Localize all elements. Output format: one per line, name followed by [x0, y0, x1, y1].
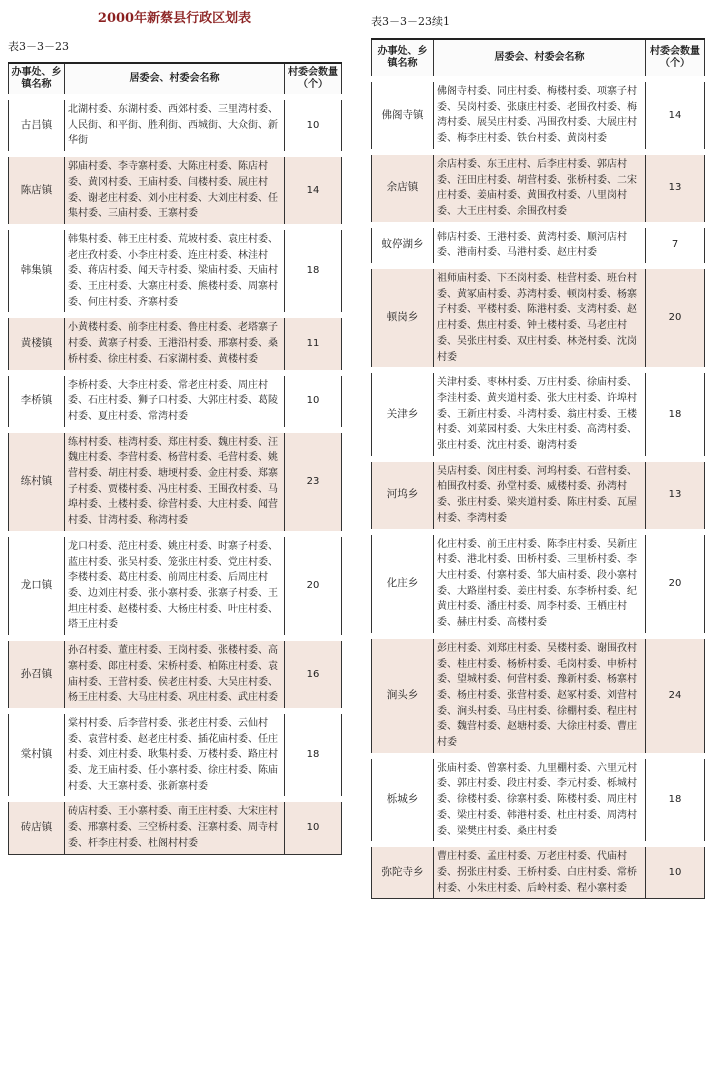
table-row [372, 225, 705, 266]
town-name-cell: 黄楼镇 [9, 315, 65, 372]
committee-count-cell: 14 [646, 79, 705, 152]
table-row [9, 711, 342, 800]
committee-count-cell: 20 [646, 266, 705, 370]
committee-count-cell: 20 [646, 532, 705, 636]
table-row [372, 79, 705, 152]
committee-names-cell: 祖师庙村委、下丕岗村委、桂营村委、班台村委、黄冢庙村委、苏湾村委、顿岗村委、杨寨子村委、平楼村委、陈港村委、支湾村委、赵庄村委、焦庄村委、钟土楼村委、马老庄村委、吴张庄村委、双庄村委、林尧村委、沈岗村委 [434, 266, 646, 370]
committee-names-cell: 佛阁寺村委、同庄村委、梅楼村委、项寨子村委、吴岗村委、张康庄村委、老围孜村委、梅湾村委、展吴庄村委、冯围孜村委、大展庄村委、梅李庄村委、铁台村委、黄岗村委 [434, 79, 646, 152]
table-body [372, 79, 705, 899]
committee-count-cell: 10 [646, 844, 705, 899]
town-name-cell: 棠村镇 [9, 711, 65, 800]
town-name-cell: 孙召镇 [9, 638, 65, 711]
town-name-cell: 河坞乡 [372, 459, 434, 532]
committee-count-cell: 10 [285, 799, 342, 854]
table-id: 表3－3－23 [8, 40, 69, 53]
district-table [8, 62, 342, 855]
town-name-cell: 涧头乡 [372, 636, 434, 756]
committee-names-cell: 韩集村委、韩王庄村委、荒坡村委、袁庄村委、老庄孜村委、小李庄村委、连庄村委、林洼村委、蒋店村委、闻天寺村委、梁庙村委、天庙村委、王庄村委、大寨庄村委、熊楼村委、周寨村委、何庄村委、齐寨村委 [65, 227, 285, 316]
committee-names-cell: 孙召村委、董庄村委、王岗村委、张楼村委、高寨村委、郎庄村委、宋桥村委、柏陈庄村委、袁庙村委、王营村委、侯老庄村委、大吴庄村委、杨王庄村委、大马庄村委、巩庄村委、武庄村委 [65, 638, 285, 711]
committee-count-cell: 10 [285, 373, 342, 430]
table-row [9, 315, 342, 372]
committee-names-cell: 韩店村委、王港村委、黄湾村委、顺河店村委、港南村委、马港村委、赵庄村委 [434, 225, 646, 266]
town-name-cell: 韩集镇 [9, 227, 65, 316]
table-row [372, 532, 705, 636]
town-name-cell: 李桥镇 [9, 373, 65, 430]
table-row [9, 430, 342, 534]
committee-names-cell: 龙口村委、范庄村委、姚庄村委、时寨子村委、蓝庄村委、张吴村委、笼张庄村委、党庄村委、李楼村委、葛庄村委、前周庄村委、后周庄村委、边刘庄村委、张小寨村委、张寨子村委、王坦庄村委、赵楼村委、大杨庄村委、叶庄村委、塔王庄村委 [65, 534, 285, 638]
table-row [372, 459, 705, 532]
town-name-cell: 余店镇 [372, 152, 434, 225]
table-row [372, 152, 705, 225]
table-row [9, 373, 342, 430]
committee-names-cell: 曹庄村委、孟庄村委、万老庄村委、代庙村委、拐张庄村委、王桥村委、白庄村委、常桥村委、小朱庄村委、后岭村委、程小寨村委 [434, 844, 646, 899]
table-row [372, 844, 705, 899]
committee-count-cell: 18 [285, 227, 342, 316]
header-town: 办事处、乡镇名称 [9, 63, 65, 97]
table-row [372, 266, 705, 370]
table-row [9, 227, 342, 316]
town-name-cell: 关津乡 [372, 370, 434, 459]
committee-names-cell: 关津村委、枣林村委、万庄村委、徐庙村委、李洼村委、黄夹道村委、张大庄村委、许埠村委、王新庄村委、斗湾村委、翁庄村委、王楼村委、刘菜园村委、大朱庄村委、高湾村委、张庄村委、沈庄村委、谢湾村委 [434, 370, 646, 459]
committee-count-cell: 7 [646, 225, 705, 266]
town-name-cell: 陈店镇 [9, 154, 65, 227]
header-town: 办事处、乡镇名称 [372, 39, 434, 79]
committee-count-cell: 14 [285, 154, 342, 227]
committee-names-cell: 余店村委、东王庄村、后李庄村委、郭店村委、汪田庄村委、胡营村委、张桥村委、二宋庄村委、姜庙村委、黄围孜村委、八里岗村委、大王庄村委、余围孜村委 [434, 152, 646, 225]
committee-count-cell: 23 [285, 430, 342, 534]
committee-count-cell: 18 [646, 370, 705, 459]
committee-count-cell: 13 [646, 152, 705, 225]
town-name-cell: 弥陀寺乡 [372, 844, 434, 899]
table-row [9, 534, 342, 638]
page-title: 2000年新蔡县行政区划表 [97, 11, 252, 26]
header-names: 居委会、村委会名称 [434, 39, 646, 79]
committee-count-cell: 24 [646, 636, 705, 756]
header-count: 村委会数量（个） [285, 63, 342, 97]
committee-count-cell: 20 [285, 534, 342, 638]
committee-names-cell: 砖店村委、王小寨村委、南王庄村委、大宋庄村委、邢寨村委、三空桥村委、汪寨村委、周寺村委、杆李庄村委、杜阁村村委 [65, 799, 285, 854]
committee-names-cell: 郭庙村委、李寺寨村委、大陈庄村委、陈店村委、黄冈村委、王庙村委、闫楼村委、展庄村委、谢老庄村委、刘小庄村委、大刘庄村委、任集村委、三庙村委、王寨村委 [65, 154, 285, 227]
district-table-continued [371, 38, 705, 899]
town-name-cell: 栎城乡 [372, 756, 434, 845]
committee-count-cell: 18 [646, 756, 705, 845]
committee-count-cell: 10 [285, 97, 342, 154]
committee-count-cell: 13 [646, 459, 705, 532]
committee-names-cell: 吴店村委、闵庄村委、河坞村委、石营村委、柏围孜村委、孙堂村委、威楼村委、孙湾村委、张庄村委、梁夹道村委、陈庄村委、瓦屋村委、李湾村委 [434, 459, 646, 532]
committee-count-cell: 11 [285, 315, 342, 372]
table-row [9, 638, 342, 711]
town-name-cell: 砖店镇 [9, 799, 65, 854]
table-row [9, 799, 342, 854]
committee-names-cell: 棠村村委、后李营村委、张老庄村委、云仙村委、袁营村委、赵老庄村委、插花庙村委、任庄村委、刘庄村委、耿集村委、万楼村委、路庄村委、龙王庙村委、任小寨村委、徐庄村委、陈庙村委、大王寨村委、张新寨村委 [65, 711, 285, 800]
header-count: 村委会数量（个） [646, 39, 705, 79]
committee-names-cell: 张庙村委、曾寨村委、九里棚村委、六里元村委、郭庄村委、段庄村委、李元村委、栎城村委、徐楼村委、徐寨村委、陈楼村委、周庄村委、梁庄村委、韩港村委、杜庄村委、周湾村委、梁樊庄村委、桑庄村委 [434, 756, 646, 845]
table-row [372, 370, 705, 459]
town-name-cell: 古吕镇 [9, 97, 65, 154]
committee-names-cell: 化庄村委、前王庄村委、陈李庄村委、吴新庄村委、港北村委、田桥村委、三里桥村委、李大庄村委、付寨村委、邹大庙村委、段小寨村委、大路崖村委、姜庄村委、东李桥村委、纪黄庄村委、潘庄村委、周李村委、王栖庄村委、赫庄村委、高楼村委 [434, 532, 646, 636]
table-row [9, 154, 342, 227]
committee-names-cell: 小黄楼村委、前李庄村委、鲁庄村委、老塔寨子村委、黄寨子村委、王港沿村委、邢寨村委、桑桥村委、徐庄村委、石家湖村委、黄楼村委 [65, 315, 285, 372]
header-names: 居委会、村委会名称 [65, 63, 285, 97]
committee-names-cell: 练村村委、桂湾村委、郑庄村委、魏庄村委、汪魏庄村委、李营村委、杨营村委、毛营村委、姚营村委、胡庄村委、塘埂村委、金庄村委、郑寨子村委、贾楼村委、冯庄村委、王围孜村委、马埠村委、土楼村委、徐营村委、大庄村委、闻营村委、甘湾村委、称湾村委 [65, 430, 285, 534]
committee-count-cell: 18 [285, 711, 342, 800]
town-name-cell: 练村镇 [9, 430, 65, 534]
table-body [9, 97, 342, 854]
town-name-cell: 蚊停湖乡 [372, 225, 434, 266]
town-name-cell: 顿岗乡 [372, 266, 434, 370]
table-id-continued: 表3－3－23续1 [371, 15, 450, 28]
table-row [372, 636, 705, 756]
table-row [372, 756, 705, 845]
town-name-cell: 佛阁寺镇 [372, 79, 434, 152]
committee-names-cell: 李桥村委、大李庄村委、常老庄村委、周庄村委、石庄村委、狮子口村委、大郭庄村委、葛陵村委、夏庄村委、常湾村委 [65, 373, 285, 430]
committee-names-cell: 北湖村委、东湖村委、西郊村委、三里湾村委、人民街、和平街、胜利街、西城街、大众街、新华街 [65, 97, 285, 154]
town-name-cell: 化庄乡 [372, 532, 434, 636]
committee-count-cell: 16 [285, 638, 342, 711]
table-row [9, 97, 342, 154]
town-name-cell: 龙口镇 [9, 534, 65, 638]
committee-names-cell: 彭庄村委、刘郑庄村委、吴楼村委、谢围孜村委、桂庄村委、杨桥村委、毛岗村委、申桥村委、望城村委、何营村委、豫新村委、杨寨村委、杨庄村委、张营村委、赵冢村委、刘营村委、涧头村委、马庄村委、徐棚村委、程庄村委、魏营村委、赵塘村委、大徐庄村委、曹庄村委 [434, 636, 646, 756]
